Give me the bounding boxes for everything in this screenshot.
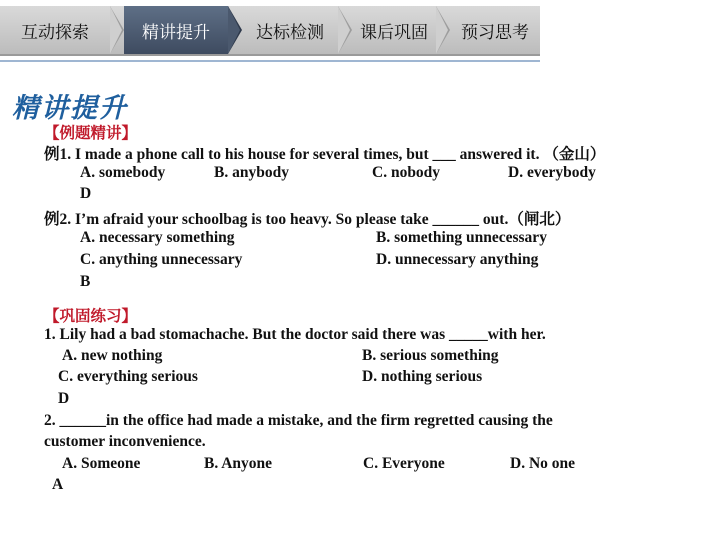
example-header: 【例题精讲】 (44, 125, 138, 142)
option-b: B. serious something (362, 347, 499, 364)
option-a: A. new nothing (62, 347, 163, 364)
top-navigation (0, 0, 540, 62)
option-a: A. somebody (80, 164, 166, 181)
nav-underline (0, 60, 540, 62)
option-b: B. Anyone (204, 455, 273, 472)
example-prefix: 例2. (44, 211, 72, 228)
option-d: D. everybody (508, 164, 596, 181)
practice-header: 【巩固练习】 (44, 308, 138, 325)
example-question-text: I’m afraid your schoolbag is too heavy. So please take ______ out.（闸北） (75, 211, 571, 228)
tab-label: 精讲提升 (142, 22, 210, 43)
option-c: C. Everyone (363, 455, 445, 472)
practice-2-question-line-2: customer inconvenience. (44, 433, 206, 450)
example-1-question (44, 142, 605, 164)
option-d: D. nothing serious (362, 368, 483, 385)
tab-label: 预习思考 (461, 22, 529, 43)
option-b: B. anybody (214, 164, 289, 181)
example-prefix: 例1. (44, 146, 72, 163)
option-a: A. Someone (62, 455, 141, 472)
section-title: 精讲提升 (12, 93, 128, 124)
tab-label: 互动探索 (21, 22, 89, 43)
answer: D (80, 185, 92, 202)
tab-interactive-explore[interactable] (0, 6, 110, 54)
option-d: D. unnecessary anything (376, 251, 539, 268)
option-a: A. necessary something (80, 229, 235, 246)
option-c: C. nobody (372, 164, 441, 181)
tab-label: 课后巩固 (360, 22, 428, 43)
option-c: C. everything serious (58, 368, 198, 385)
tab-separator-inner (338, 6, 350, 54)
tab-after-class-review[interactable] (352, 6, 436, 54)
option-c: C. anything unnecessary (80, 251, 243, 268)
tab-preview-thinking[interactable] (450, 6, 540, 54)
tab-standard-test[interactable] (242, 6, 338, 54)
practice-2-question-line-1: 2. ______in the office had made a mistake, and the firm regretted causing the (44, 412, 553, 429)
tab-separator-inner (110, 6, 122, 54)
tab-lecture-improve[interactable] (124, 6, 228, 54)
answer: D (58, 390, 70, 407)
tab-separator-inner (228, 6, 240, 54)
answer: B (80, 273, 91, 290)
option-b: B. something unnecessary (376, 229, 547, 246)
practice-1-question: 1. Lily had a bad stomachache. But the doctor said there was _____with her. (44, 326, 546, 343)
answer: A (52, 476, 64, 493)
option-d: D. No one (510, 455, 576, 472)
tab-label: 达标检测 (256, 22, 324, 43)
example-2-question (44, 207, 570, 229)
tab-separator-inner (436, 6, 448, 54)
example-question-text: I made a phone call to his house for several times, but ___ answered it. （金山） (75, 146, 606, 163)
